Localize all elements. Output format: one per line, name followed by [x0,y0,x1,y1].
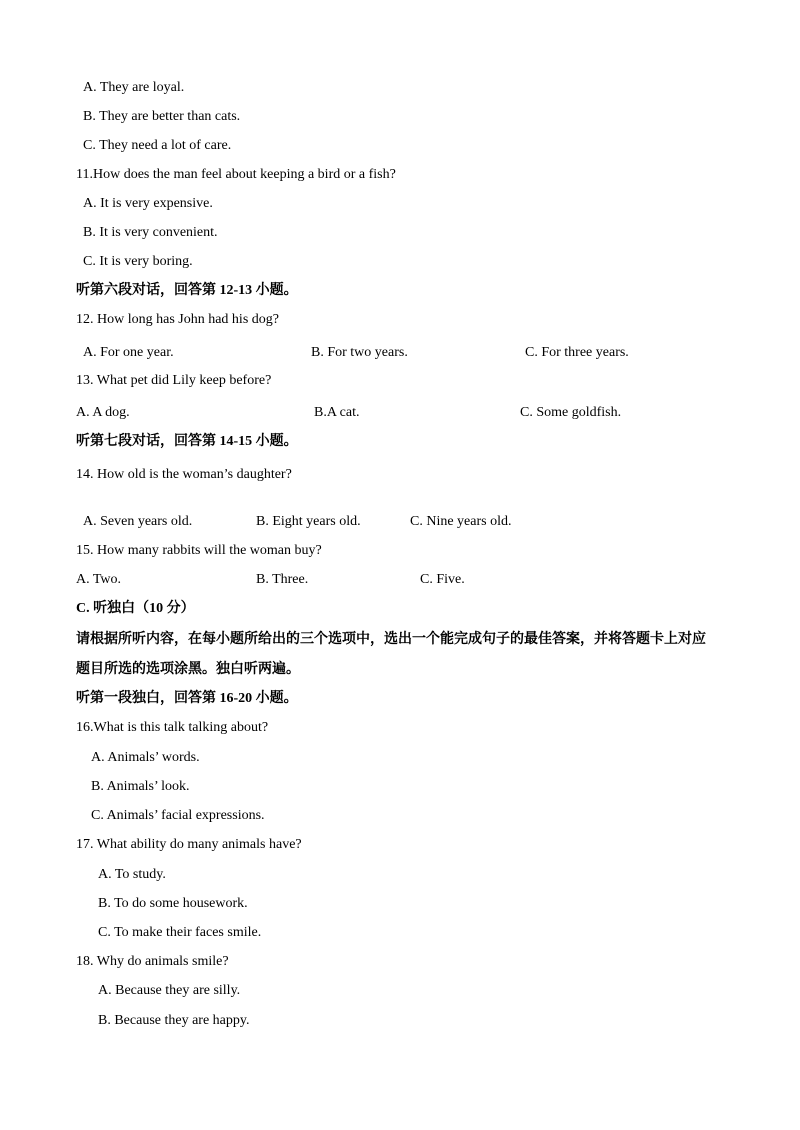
q16-option-a: A. Animals’ words. [91,750,200,765]
section-c-instructions-line2: 题目所选的选项涂黑。独白听两遍。 [76,662,300,677]
q16-option-c: C. Animals’ facial expressions. [91,808,265,823]
q10-option-c: C. They need a lot of care. [83,138,232,153]
q11-question: 11.How does the man feel about keeping a bird or a fish? [76,167,396,182]
q12-option-b: B. For two years. [311,345,408,360]
q14-option-b: B. Eight years old. [256,514,361,529]
q16-question: 16.What is this talk talking about? [76,720,269,735]
q17-option-c: C. To make their faces smile. [98,925,262,940]
q13-option-c: C. Some goldfish. [520,405,622,420]
q17-option-b: B. To do some housework. [98,896,248,911]
q12-option-a: A. For one year. [83,345,174,360]
q15-option-a: A. Two. [76,572,122,587]
q14-option-a: A. Seven years old. [83,514,193,529]
q10-option-a: A. They are loyal. [83,80,185,95]
q12-question: 12. How long has John had his dog? [76,312,279,327]
q14-option-c: C. Nine years old. [410,514,512,529]
q18-option-a: A. Because they are silly. [98,983,241,998]
monologue1-heading: 听第一段独白，回答第 16-20 小题。 [76,691,298,706]
dialog7-heading: 听第七段对话，回答第 14-15 小题。 [76,434,298,449]
q11-option-a: A. It is very expensive. [83,196,213,211]
section-c-instructions-line1: 请根据所听内容，在每小题所给出的三个选项中，选出一个能完成句子的最佳答案，并将答题卡上对应 [76,632,706,647]
q17-option-a: A. To study. [98,867,166,882]
q14-question: 14. How old is the woman’s daughter? [76,467,292,482]
section-c-title: C. 听独白（10 分） [76,601,195,616]
q13-option-a: A. A dog. [76,405,130,420]
q13-question: 13. What pet did Lily keep before? [76,373,272,388]
q15-option-c: C. Five. [420,572,465,587]
q17-question: 17. What ability do many animals have? [76,837,302,852]
q16-option-b: B. Animals’ look. [91,779,190,794]
q11-option-b: B. It is very convenient. [83,225,218,240]
q18-option-b: B. Because they are happy. [98,1013,250,1028]
q13-option-b: B.A cat. [314,405,360,420]
q12-option-c: C. For three years. [525,345,629,360]
dialog6-heading: 听第六段对话，回答第 12-13 小题。 [76,283,298,298]
q18-question: 18. Why do animals smile? [76,954,229,969]
q15-option-b: B. Three. [256,572,309,587]
q15-question: 15. How many rabbits will the woman buy? [76,543,322,558]
q10-option-b: B. They are better than cats. [83,109,241,124]
q11-option-c: C. It is very boring. [83,254,193,269]
